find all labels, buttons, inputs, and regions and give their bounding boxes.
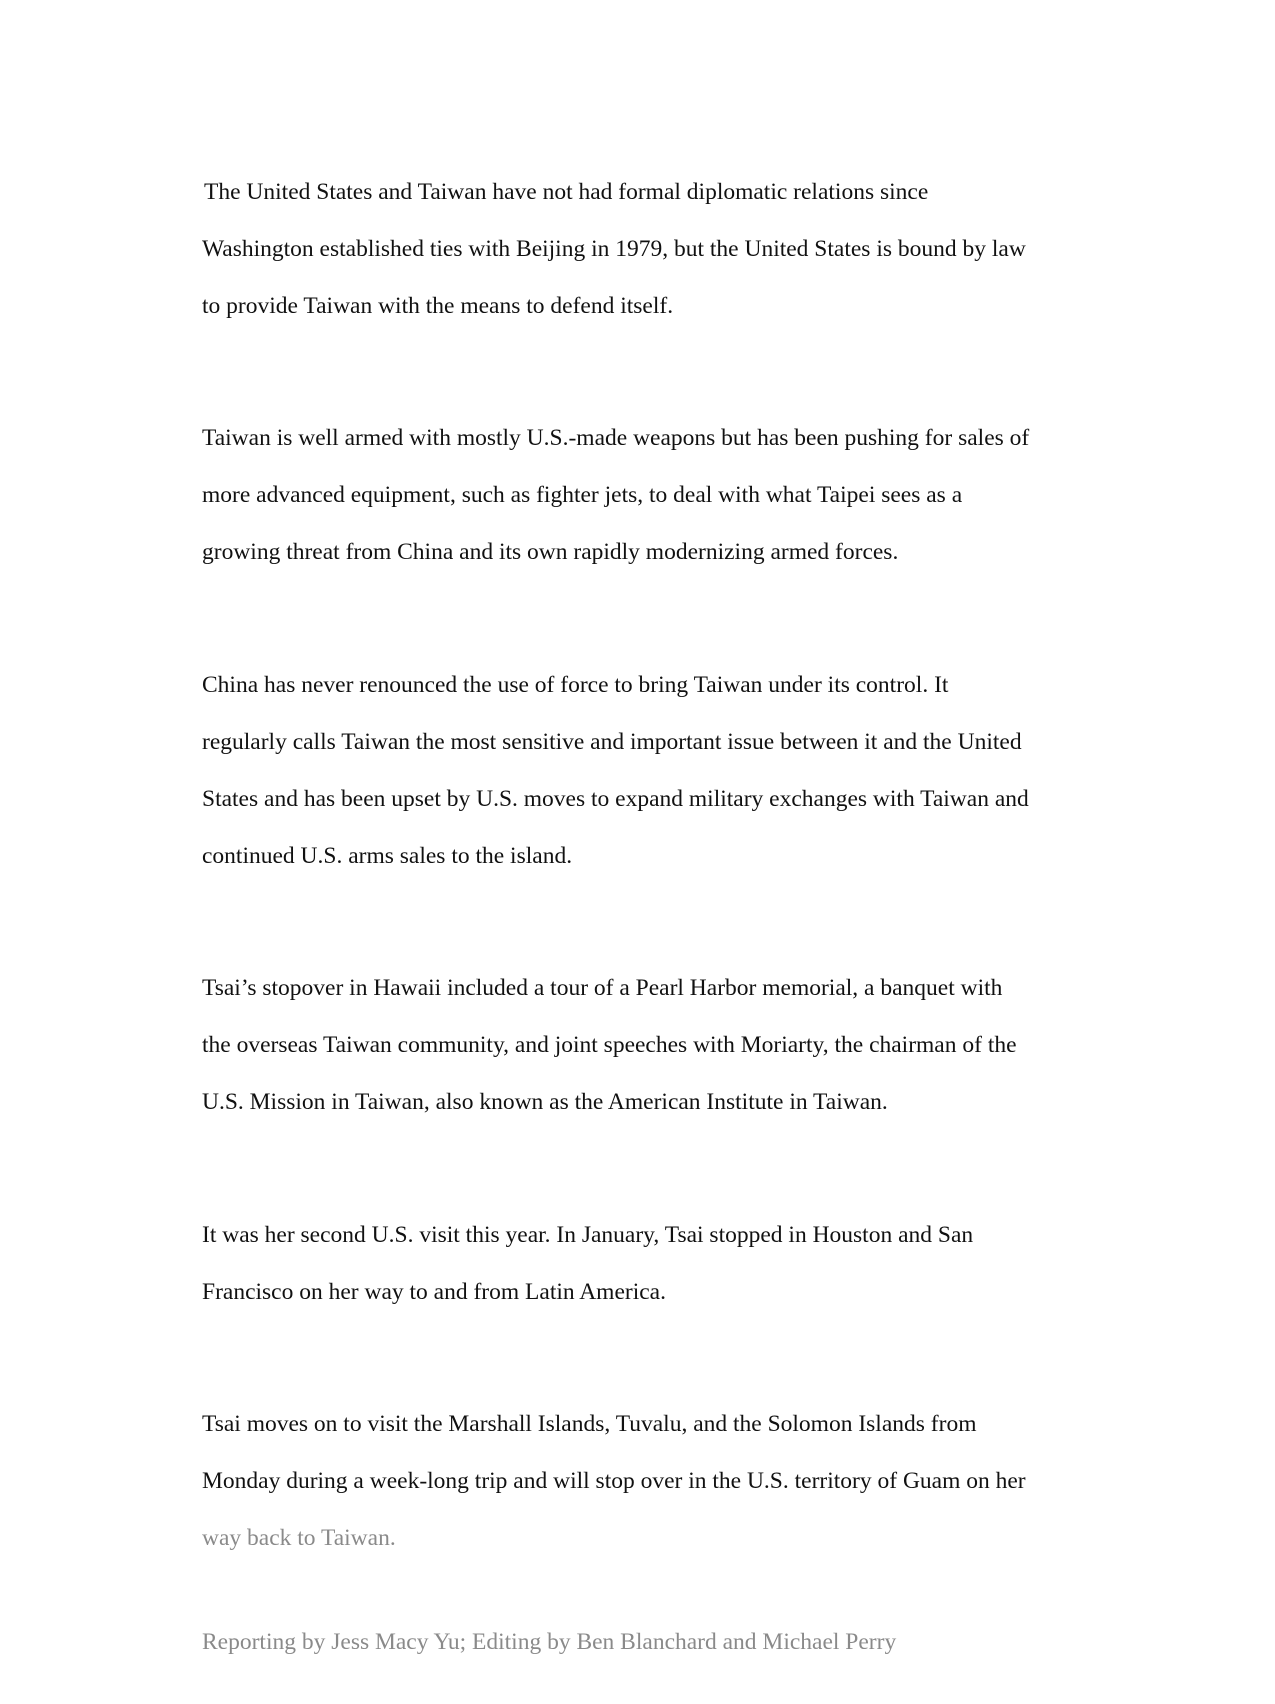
paragraph-line: The United States and Taiwan have not had formal diplomatic relations since bbox=[204, 178, 929, 205]
paragraph-1 bbox=[202, 149, 1102, 349]
paragraph-5 bbox=[202, 1192, 1102, 1335]
paragraph-line: the overseas Taiwan community, and joint speeches with Moriarty, the chairman of the bbox=[202, 1032, 1017, 1058]
paragraph-line: Monday during a week-long trip and will stop over in the U.S. territory of Guam on her bbox=[202, 1468, 1026, 1494]
paragraph-line: Washington established ties with Beijing in 1979, but the United States is bound by law bbox=[202, 235, 1026, 262]
paragraph-4 bbox=[202, 946, 1102, 1146]
article-body bbox=[202, 149, 1102, 1704]
paragraph-line: more advanced equipment, such as fighter jets, to deal with what Taipei sees as a bbox=[202, 482, 963, 508]
paragraph-line: China has never renounced the use of force to bring Taiwan under its control. It bbox=[202, 671, 949, 698]
paragraph-line: regularly calls Taiwan the most sensitive and important issue between it and the United bbox=[202, 728, 1022, 755]
paragraph-line: Taiwan is well armed with mostly U.S.-made weapons but has been pushing for sales of bbox=[202, 425, 1030, 451]
paragraph-line-muted: way back to Taiwan. bbox=[202, 1525, 396, 1551]
paragraph-line: growing threat from China and its own rapidly modernizing armed forces. bbox=[202, 539, 899, 565]
paragraph-3 bbox=[202, 642, 1102, 899]
paragraph-line: Tsai’s stopover in Hawaii included a tour of a Pearl Harbor memorial, a banquet with bbox=[202, 975, 1003, 1001]
paragraph-line: Tsai moves on to visit the Marshall Islands, Tuvalu, and the Solomon Islands from bbox=[202, 1411, 977, 1437]
paragraph-line: States and has been upset by U.S. moves to expand military exchanges with Taiwan and bbox=[202, 785, 1029, 812]
paragraph-line: It was her second U.S. visit this year. In January, Tsai stopped in Houston and San bbox=[202, 1221, 974, 1248]
paragraph-6 bbox=[202, 1382, 1102, 1582]
paragraph-line: Francisco on her way to and from Latin America. bbox=[202, 1278, 666, 1305]
paragraph-line: U.S. Mission in Taiwan, also known as the American Institute in Taiwan. bbox=[202, 1089, 888, 1115]
paragraph-line: continued U.S. arms sales to the island. bbox=[202, 842, 573, 869]
paragraph-2 bbox=[202, 396, 1102, 596]
paragraph-line: to provide Taiwan with the means to defend itself. bbox=[202, 292, 674, 319]
article-credits: Reporting by Jess Macy Yu; Editing by Ben Blanchard and Michael Perry bbox=[202, 1629, 897, 1655]
